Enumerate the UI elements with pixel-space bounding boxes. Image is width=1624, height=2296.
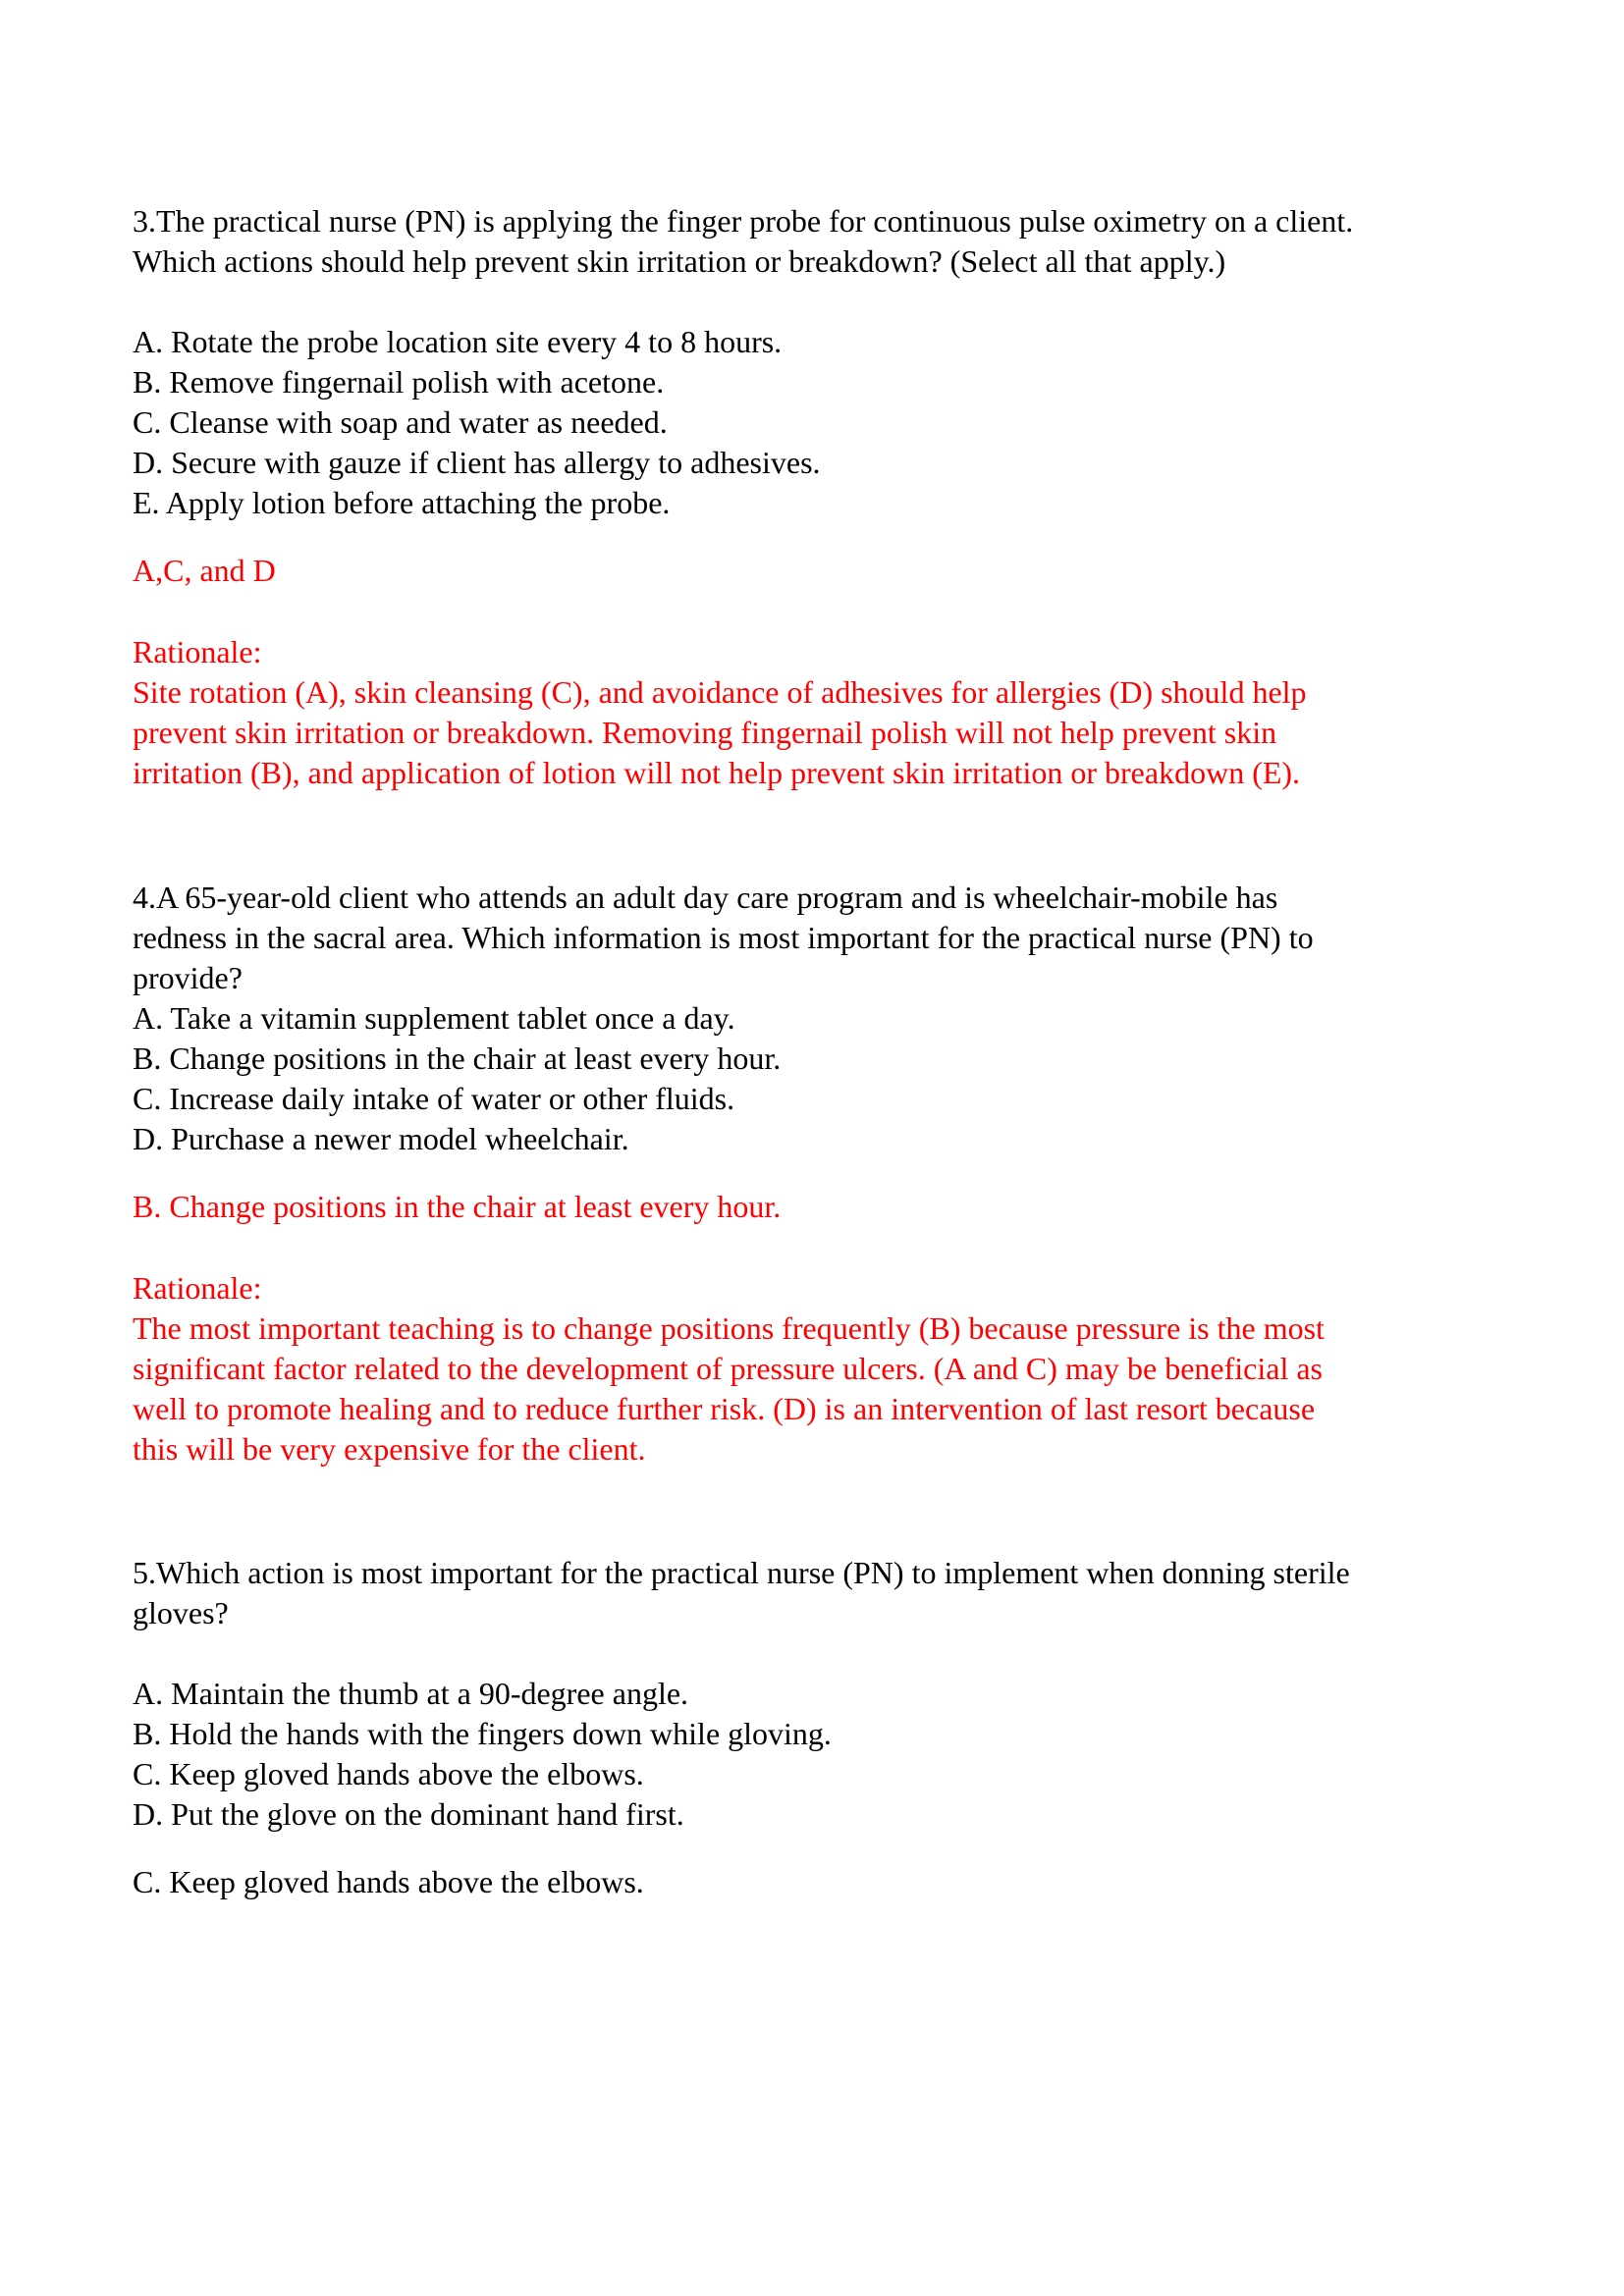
question-3-option-e: E. Apply lotion before attaching the probe. — [133, 485, 671, 520]
question-3-rationale-line-1: Site rotation (A), skin cleansing (C), and avoidance of adhesives for allergies (D) should help — [133, 674, 1307, 710]
question-3-option-c: C. Cleanse with soap and water as needed. — [133, 404, 668, 440]
question-4-option-d: D. Purchase a newer model wheelchair. — [133, 1121, 629, 1156]
question-5-option-c: C. Keep gloved hands above the elbows. — [133, 1756, 644, 1791]
question-3-option-d: D. Secure with gauze if client has allergy to adhesives. — [133, 445, 821, 480]
question-3-stem-line-1: 3.The practical nurse (PN) is applying the finger probe for continuous pulse oximetry on a client. — [133, 203, 1354, 239]
question-3-option-b: B. Remove fingernail polish with acetone. — [133, 364, 665, 400]
question-3-block — [133, 201, 1496, 793]
question-3-answer: A,C, and D — [133, 553, 276, 588]
question-3-option-a: A. Rotate the probe location site every 4 to 8 hours. — [133, 324, 783, 359]
question-3-rationale-line-3: irritation (B), and application of lotion will not help prevent skin irritation or breakdown (E). — [133, 755, 1301, 790]
question-4-stem-line-2: redness in the sacral area. Which information is most important for the practical nurse (PN) to — [133, 920, 1314, 955]
question-5-stem-line-2: gloves? — [133, 1595, 229, 1630]
question-5-option-b: B. Hold the hands with the fingers down while gloving. — [133, 1716, 832, 1751]
question-3-stem-line-2: Which actions should help prevent skin irritation or breakdown? (Select all that apply.) — [133, 243, 1226, 279]
question-4-block — [133, 878, 1496, 1469]
question-4-rationale-line-3: well to promote healing and to reduce further risk. (D) is an intervention of last resort because — [133, 1391, 1316, 1426]
question-3-rationale-line-2: prevent skin irritation or breakdown. Removing fingernail polish will not help prevent skin — [133, 715, 1277, 750]
question-5-stem-line-1: 5.Which action is most important for the practical nurse (PN) to implement when donning sterile — [133, 1555, 1350, 1590]
question-4-option-a: A. Take a vitamin supplement tablet once a day. — [133, 1000, 735, 1036]
question-4-stem-line-1: 4.A 65-year-old client who attends an adult day care program and is wheelchair-mobile has — [133, 880, 1278, 915]
question-4-rationale-heading: Rationale: — [133, 1270, 262, 1306]
question-4-option-c: C. Increase daily intake of water or other fluids. — [133, 1081, 735, 1116]
question-5-block — [133, 1553, 1496, 1902]
question-5-answer: C. Keep gloved hands above the elbows. — [133, 1864, 644, 1899]
question-3-rationale-heading: Rationale: — [133, 634, 262, 669]
question-5-option-d: D. Put the glove on the dominant hand first. — [133, 1796, 684, 1832]
question-4-rationale-line-4: this will be very expensive for the client. — [133, 1431, 646, 1467]
question-4-option-b: B. Change positions in the chair at least every hour. — [133, 1041, 782, 1076]
question-5-option-a: A. Maintain the thumb at a 90-degree angle. — [133, 1676, 689, 1711]
question-4-rationale-line-1: The most important teaching is to change positions frequently (B) because pressure is the most — [133, 1310, 1325, 1346]
question-4-rationale-line-2: significant factor related to the development of pressure ulcers. (A and C) may be beneficial as — [133, 1351, 1323, 1386]
question-4-stem-line-3: provide? — [133, 960, 243, 995]
question-4-answer: B. Change positions in the chair at least every hour. — [133, 1189, 782, 1224]
